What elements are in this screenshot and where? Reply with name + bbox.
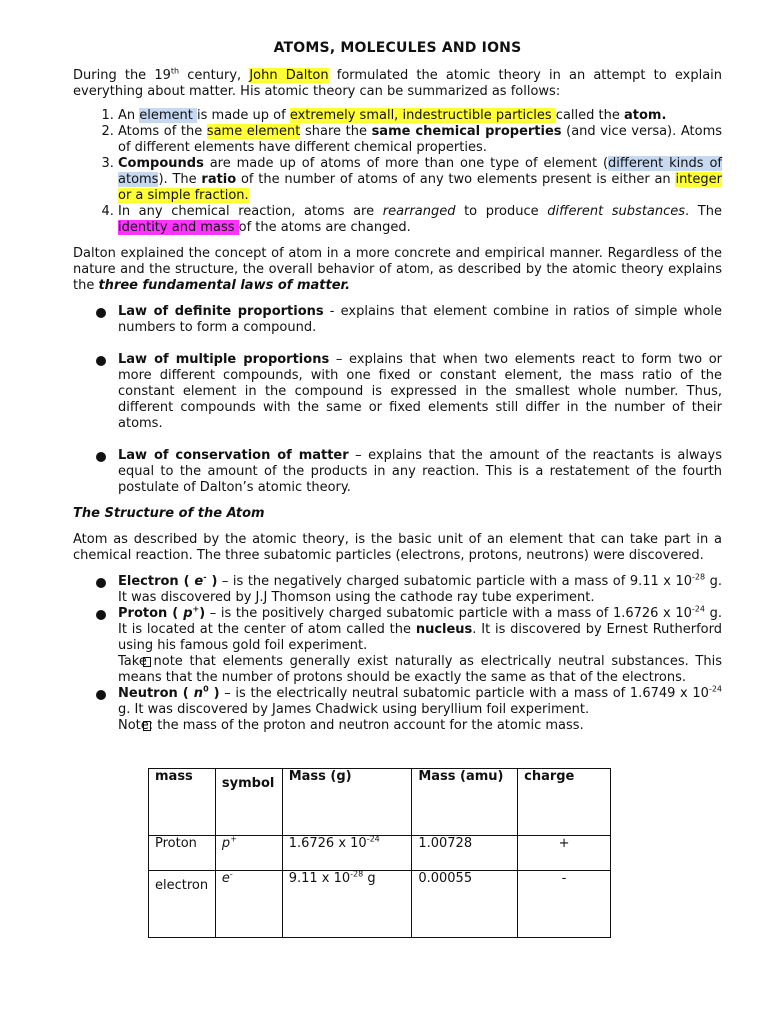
text: Electron ( <box>118 574 195 589</box>
exponent: -24 <box>691 604 705 614</box>
text: 9.11 x 10 <box>288 871 351 886</box>
text: are made up of atoms of more than one type of element ( <box>203 156 609 171</box>
law-conservation-matter <box>73 448 722 496</box>
bullet-icon <box>96 578 106 588</box>
text: Proton ( <box>118 606 184 621</box>
intro-text: century, <box>179 68 250 83</box>
text: – is the negatively charged subatomic particle with a mass of 9.11 x 10 <box>217 574 693 589</box>
symbol: e <box>194 574 204 589</box>
sup: + <box>230 834 237 844</box>
cell-symbol <box>215 836 282 871</box>
bold-text: nucleus <box>415 622 473 637</box>
text: of the number of atoms of any two elements present is either an <box>236 172 676 187</box>
cell-charge: - <box>518 871 611 938</box>
text: ). The <box>158 172 202 187</box>
text: called the <box>555 108 624 123</box>
box-bullet-icon <box>143 657 151 667</box>
law-multiple-proportions <box>73 352 722 432</box>
exponent: -28 <box>350 869 364 879</box>
italic-text: rearranged <box>382 204 456 219</box>
particle-table <box>148 768 611 938</box>
text: g. It was discovered by James Chadwick using beryllium foil experiment. <box>118 702 590 717</box>
law-text: - explains that element combine in ratios of simple whole numbers to form a compound. <box>118 304 723 335</box>
text: An <box>118 108 140 123</box>
exponent: -28 <box>692 572 706 582</box>
laws-list <box>73 304 722 496</box>
text: is made up of <box>197 108 290 123</box>
cell-name: Proton <box>149 836 216 871</box>
structure-paragraph: Atom as described by the atomic theory, is the basic unit of an element that can take part in a chemical reaction. The three subatomic particles (electrons, protons, neutrons) were discovered. <box>73 532 722 563</box>
box-bullet-icon <box>143 721 151 731</box>
header-text: Mass (amu) <box>418 769 504 784</box>
bullet-icon <box>96 308 106 318</box>
bullet-icon <box>96 452 106 462</box>
cell-mass-amu: 1.00728 <box>412 836 518 871</box>
highlight-john-dalton: John Dalton <box>249 68 329 83</box>
header-text: symbol <box>221 776 275 791</box>
header-cell <box>149 769 216 836</box>
note-text: Note: the mass of the proton and neutron account for the atomic mass. <box>118 718 584 733</box>
law-text: – explains that when two elements react to form two or more different compounds, with one fixed or constant element, the mass ratio of the constant element in the compound is expressed in the smallest whole number. Thus, different compounds with the same or fixed elements still differ in the number of their atoms. <box>118 352 722 431</box>
law-text: – explains that the amount of the reactants is always equal to the amount of the products in any reaction. This is a restatement of the fourth postulate of Dalton’s atomic theory. <box>118 448 723 495</box>
exponent: -24 <box>708 684 723 694</box>
text: to produce <box>455 204 548 219</box>
text: Atoms of the <box>118 124 207 139</box>
law-name: Law of multiple proportions <box>118 352 330 367</box>
header-text: mass <box>155 769 193 784</box>
law-definite-proportions <box>73 304 722 336</box>
header-text: Mass (g) <box>288 769 352 784</box>
symbol: p <box>183 606 193 621</box>
intro-paragraph <box>73 68 722 100</box>
intro-text: During the 19 <box>73 68 171 83</box>
cell-mass-g <box>282 871 412 938</box>
particles-list <box>73 574 722 734</box>
text: . The <box>685 204 722 219</box>
intro-sup: th <box>170 66 180 76</box>
bullet-icon <box>96 610 106 620</box>
highlight: different kinds of atoms <box>118 156 722 187</box>
table-row <box>149 836 611 871</box>
page-title: ATOMS, MOLECULES AND IONS <box>273 40 522 56</box>
bold-text: same chemical properties <box>371 124 562 139</box>
bullet-icon <box>96 356 106 366</box>
text: ) <box>206 574 218 589</box>
header-cell <box>215 769 282 836</box>
cell-mass-amu: 0.00055 <box>412 871 518 938</box>
text: Dalton explained the concept of atom in a more concrete and empirical manner. Regardless of the nature and the structure, the overall behavior of atom, as described by the atomic theory explains the <box>73 246 722 293</box>
highlight: element <box>139 108 198 123</box>
header-text: charge <box>524 769 575 784</box>
postulate-list <box>73 108 722 236</box>
sup: - <box>229 869 233 879</box>
highlight: extremely small, indestructible particles <box>289 108 556 123</box>
text: g. It was discovered by J.J Thomson using the cathode ray tube experiment. <box>118 574 722 605</box>
highlight: identity and mass <box>118 220 239 235</box>
bold-italic-text: three fundamental laws of matter. <box>98 278 351 293</box>
text: In any chemical reaction, atoms are <box>118 204 383 219</box>
dalton-paragraph <box>73 246 722 294</box>
intro-text: formulated the atomic theory in an attempt to explain everything about matter. His atomic theory can be summarized as follows: <box>73 68 723 99</box>
structure-heading: The Structure of the Atom <box>73 506 265 521</box>
text: share the <box>300 124 372 139</box>
text: ) <box>208 686 220 701</box>
text: – is the positively charged subatomic particle with a mass of 1.6726 x 10 <box>205 606 692 621</box>
text: ) <box>199 606 206 621</box>
text: Neutron ( <box>118 686 194 701</box>
header-cell <box>518 769 611 836</box>
document-page <box>73 40 722 734</box>
cell-charge: + <box>518 836 611 871</box>
bold-text: Compounds <box>118 156 204 171</box>
symbol: n <box>193 686 204 701</box>
law-name: Law of conservation of matter <box>118 448 349 463</box>
law-name: Law of definite proportions <box>118 304 324 319</box>
particle-electron <box>73 574 722 606</box>
postulate-1 <box>118 108 722 124</box>
text: g. It is located at the center of atom called the <box>118 606 722 637</box>
cell-symbol <box>215 871 282 938</box>
table-header-row <box>149 769 611 836</box>
postulate-2 <box>118 124 722 156</box>
text: 1.6726 x 10 <box>288 836 367 851</box>
particle-proton <box>73 606 722 654</box>
cell-mass-g <box>282 836 412 871</box>
note-text: Take note that elements generally exist naturally as electrically neutral substances. This means that the number of protons should be exactly the same as that of the electrons. <box>118 654 722 685</box>
particle-neutron <box>73 686 722 718</box>
sup: - <box>203 572 207 582</box>
proton-note <box>73 654 722 686</box>
symbol: p <box>221 836 231 851</box>
text: electron <box>155 878 209 893</box>
table-row <box>149 871 611 938</box>
highlight: same element <box>206 124 301 139</box>
bold-text: atom. <box>623 108 667 123</box>
bullet-icon <box>96 690 106 700</box>
text: of the atoms are changed. <box>238 220 411 235</box>
cell-name <box>149 871 216 938</box>
symbol: e <box>221 871 230 886</box>
sup: + <box>192 604 200 614</box>
neutron-note <box>73 718 722 734</box>
text: – is the electrically neutral subatomic particle with a mass of 1.6749 x 10 <box>219 686 709 701</box>
text: g <box>363 871 376 886</box>
highlight: integer or a simple fraction. <box>118 172 722 203</box>
header-cell <box>412 769 518 836</box>
italic-text: different substances <box>547 204 686 219</box>
text: . It is discovered by Ernest Rutherford using his famous gold foil experiment. <box>118 622 722 653</box>
postulate-4 <box>118 204 722 236</box>
postulate-3 <box>118 156 722 204</box>
header-cell <box>282 769 412 836</box>
exponent: -24 <box>366 834 380 844</box>
text: (and vice versa). Atoms of different elements have different chemical properties. <box>118 124 723 155</box>
bold-text: ratio <box>201 172 237 187</box>
sup: 0 <box>203 684 209 694</box>
